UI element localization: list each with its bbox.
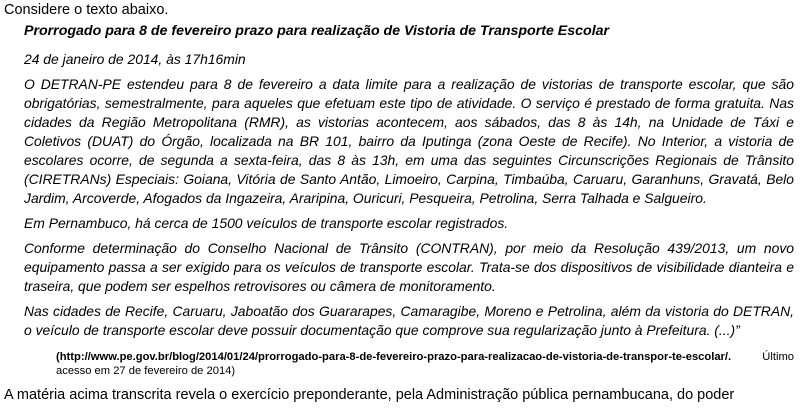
- article-paragraph: Conforme determinação do Conselho Nacional de Trânsito (CONTRAN), por meio da Resolução 439/2013, um novo equipamento passa a ser exigido para os veículos de transporte escolar. Trata-se dos dispositivos de visibilidade dianteira e traseira, que podem ser espelhos retrovisores ou câmera de monitoramento.: [24, 240, 794, 294]
- source-access-date: acesso em 27 de fevereiro de 2014): [56, 365, 236, 377]
- source-citation: [56, 350, 794, 378]
- article-paragraph: Em Pernambuco, há cerca de 1500 veículos de transporte escolar registrados.: [24, 215, 509, 231]
- article-title: Prorrogado para 8 de fevereiro prazo para realização de Vistoria de Transporte Escolar: [24, 23, 610, 39]
- article-excerpt: [24, 22, 794, 340]
- article-paragraph: Nas cidades de Recife, Caruaru, Jaboatão dos Guararapes, Camaragibe, Moreno e Petrolina, além da vistoria do DETRAN, o veículo de transporte escolar deve possuir documentação que comprove sua regularização junto à Prefeitura. (...)”: [24, 303, 794, 338]
- article-paragraph: O DETRAN-PE estendeu para 8 de fevereiro a data limite para a realização de vistorias de transporte escolar, que são obrigatórias, semestralmente, para aqueles que efetuam este tipo de atividade. O serviço é prestado de forma gratuita. Nas cidades da Região Metropolitana (RMR), as vistorias acontecem, aos sábados, das 8 às 14h, na Unidade de Táxi e Coletivos (DUAT) do Órgão, localizada na BR 101, bairro da Iputinga (zona Oeste de Recife). No Interior, a vistoria de escolares ocorre, de segunda a sexta-feira, das 8 às 13h, em uma das seguintes Circunscrições Regionais de Trânsito (CIRETRANs) Especiais: Goiana, Vitória de Santo Antão, Limoeiro, Carpina, Timbaúba, Caruaru, Garanhuns, Gravatá, Belo Jardim, Arcoverde, Afogados da Ingazeira, Araripina, Ouricuri, Pesqueira, Petrolina, Serra Talhada e Salgueiro.: [24, 76, 794, 206]
- question-intro: Considere o texto abaixo.: [4, 2, 169, 18]
- question-stem: A matéria acima transcrita revela o exercício preponderante, pela Administração pública pernambucana, do poder: [4, 387, 735, 403]
- source-url: (http://www.pe.gov.br/blog/2014/01/24/prorrogado-para-8-de-fevereiro-prazo-para-realizacao-de-vistoria-de-transpor-te-escolar/.: [56, 351, 732, 363]
- article-date: 24 de janeiro de 2014, às 17h16min: [24, 51, 246, 67]
- source-last-label: Último: [762, 351, 794, 363]
